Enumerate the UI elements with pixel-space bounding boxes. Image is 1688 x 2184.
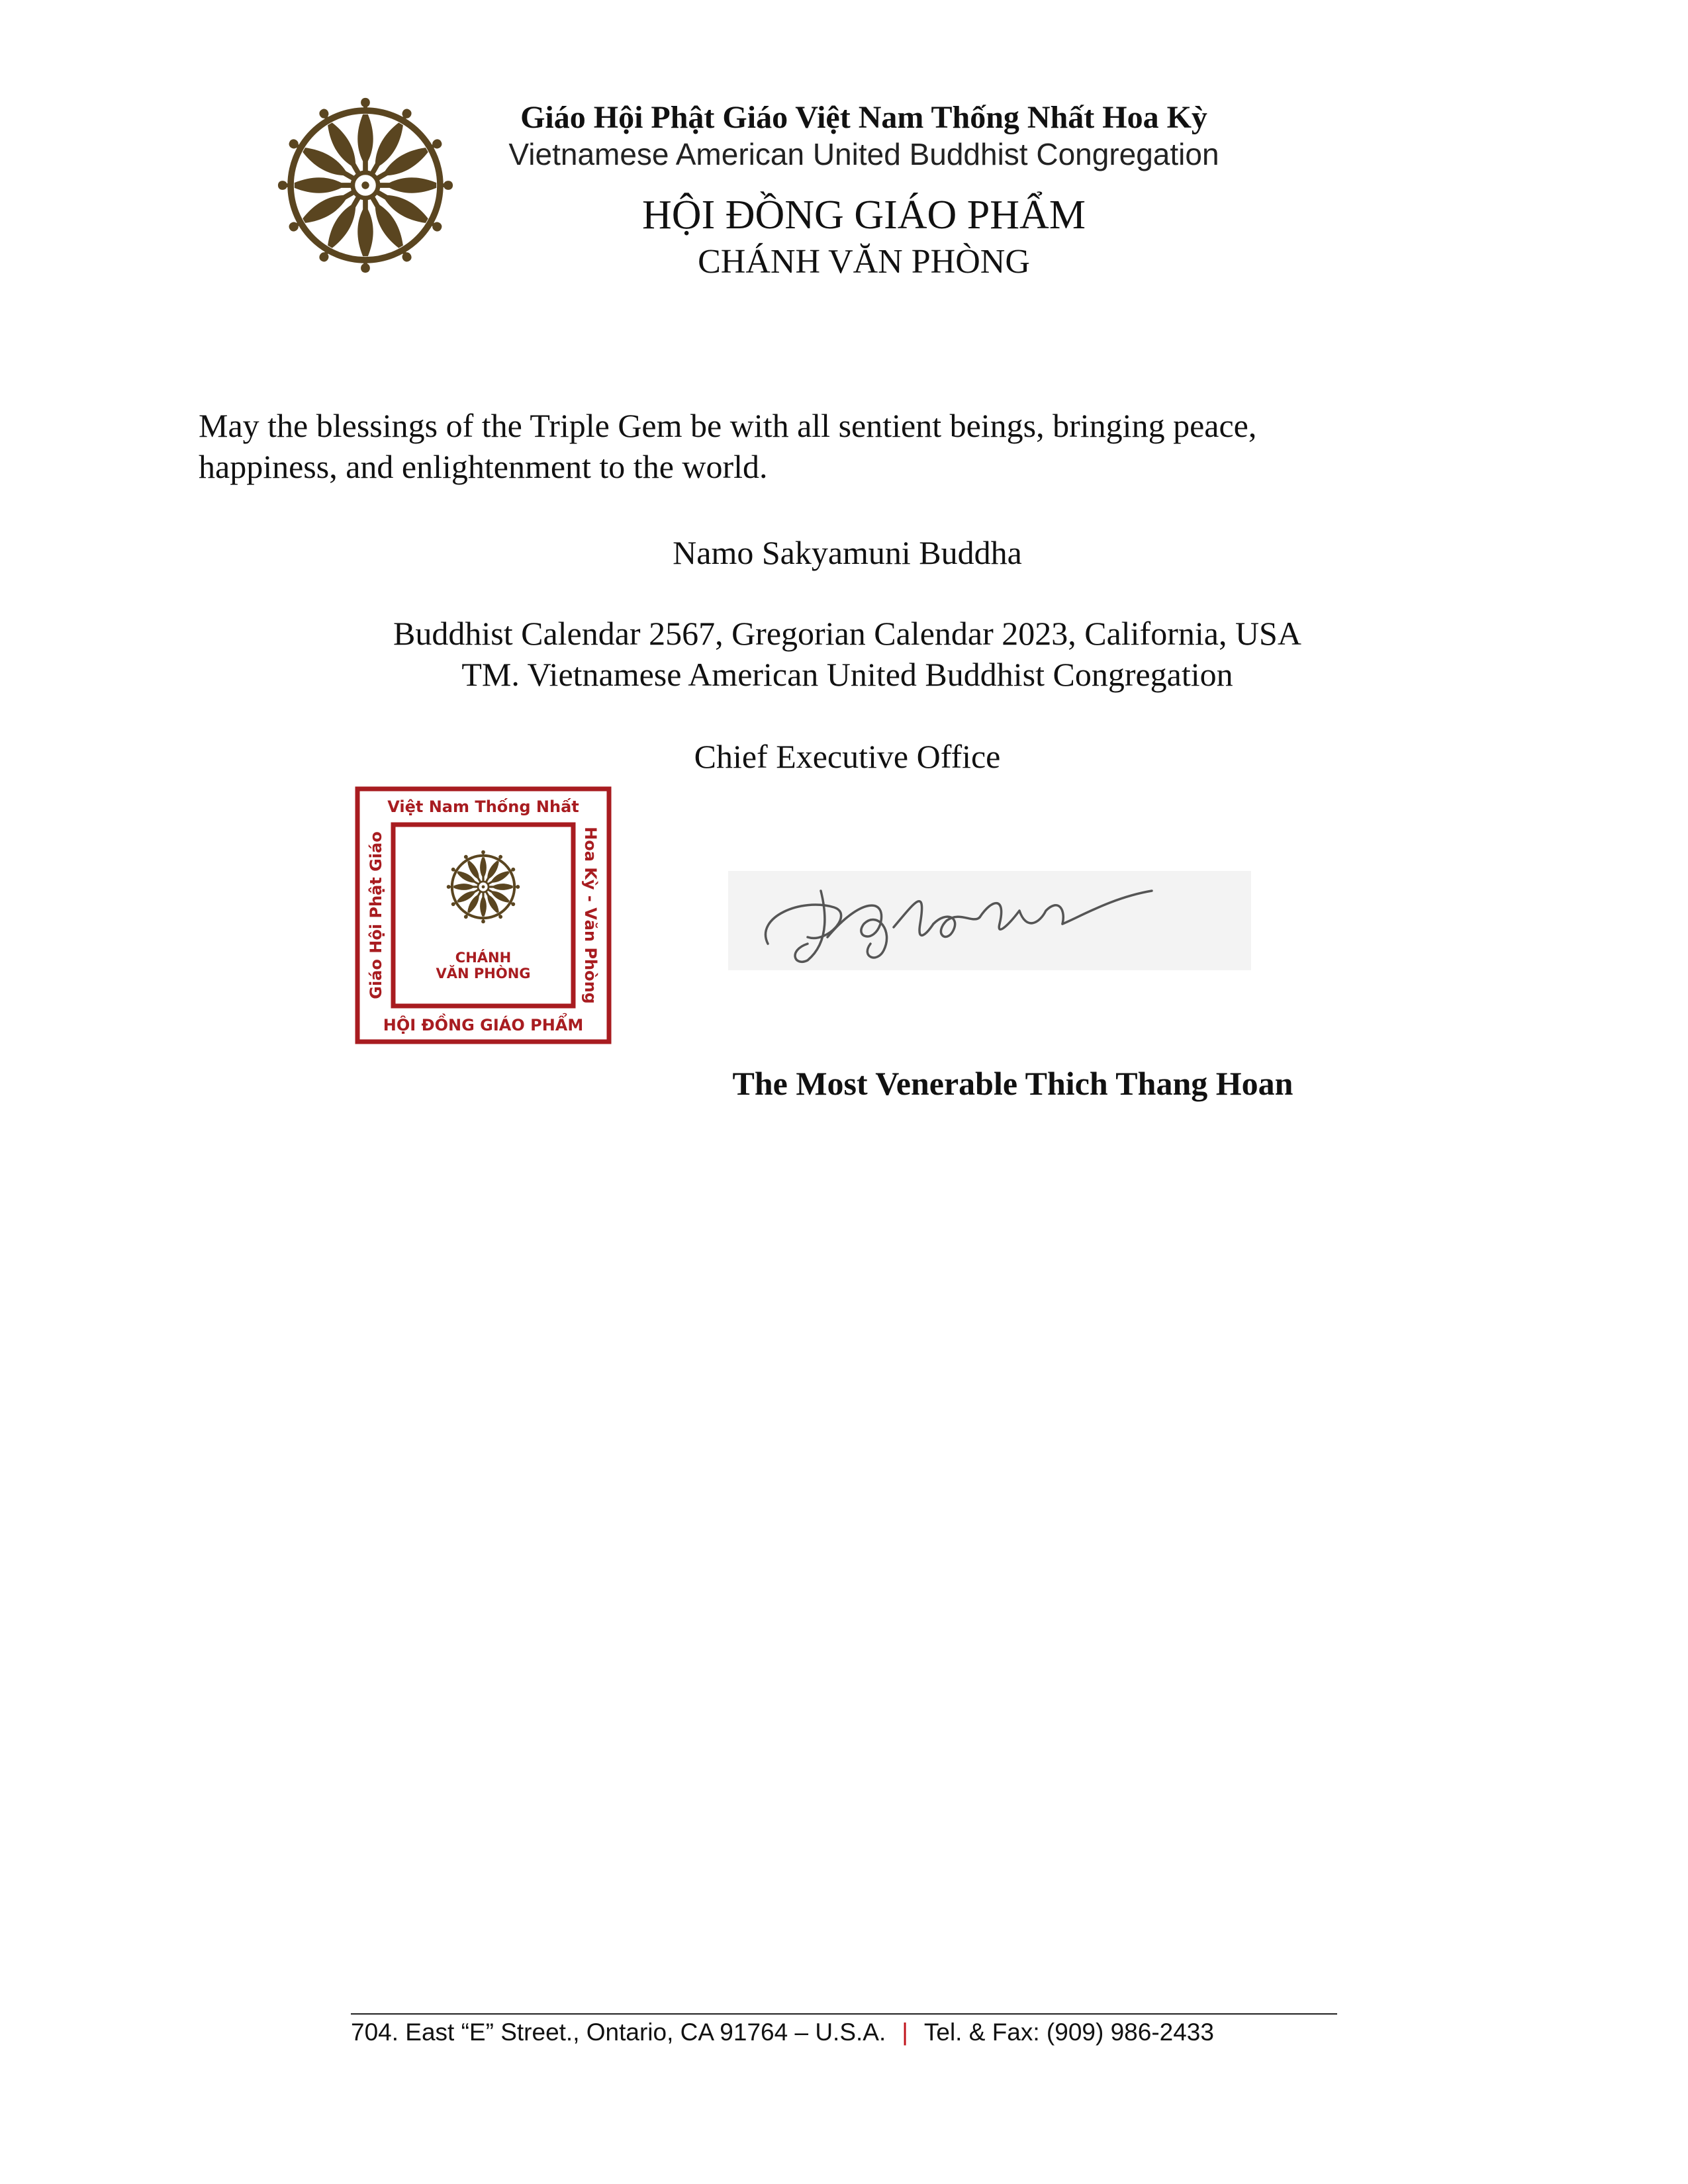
dharma-wheel-icon: [277, 97, 454, 274]
calendar-line: Buddhist Calendar 2567, Gregorian Calendar 2023, California, USA: [393, 615, 1301, 652]
organization-name-english: Vietnamese American United Buddhist Congregation: [508, 137, 1219, 171]
footer-contact: [351, 2019, 1214, 2046]
wheel-spoke: [357, 114, 373, 173]
wheel-spoke: [295, 177, 353, 193]
wheel-spoke: [357, 198, 373, 256]
wheel-spoke: [453, 884, 478, 890]
signer-name: The Most Venerable Thich Thang Hoan: [732, 1065, 1293, 1102]
seal-center-line2: VĂN PHÒNG: [436, 966, 531, 981]
salutation: Namo Sakyamuni Buddha: [673, 534, 1022, 571]
wheel-spoke: [480, 857, 487, 882]
seal-bottom-text: HỘI ĐỒNG GIÁO PHẨM: [383, 1016, 584, 1034]
wheel-spoke: [378, 177, 436, 193]
seal-center-line1: CHÁNH: [455, 950, 512, 966]
on-behalf-line: TM. Vietnamese American United Buddhist Congregation: [461, 656, 1233, 693]
seal-top-text: Việt Nam Thống Nhất: [387, 797, 579, 816]
footer-phone: Tel. & Fax: (909) 986-2433: [923, 2019, 1214, 2046]
official-seal: [355, 786, 612, 1044]
footer-address: 704. East “E” Street., Ontario, CA 91764 – U.S.A.: [351, 2019, 886, 2046]
blessing-paragraph: May the blessings of the Triple Gem be with all sentient beings, bringing peace, happiness, and enlightenment to the world.: [199, 407, 1257, 485]
organization-name-vietnamese: Giáo Hội Phật Giáo Việt Nam Thống Nhất Hoa Kỳ: [520, 100, 1207, 135]
office-heading: CHÁNH VĂN PHÒNG: [698, 243, 1030, 281]
footer-separator: |: [902, 2019, 908, 2046]
council-heading: HỘI ĐỒNG GIÁO PHẨM: [642, 193, 1086, 238]
seal-left-text: Giáo Hội Phật Giáo: [367, 831, 385, 999]
seal-right-text: Hoa Kỳ - Văn Phòng: [581, 827, 600, 1004]
wheel-spoke: [489, 884, 513, 890]
handwritten-signature: [728, 871, 1251, 970]
wheel-spoke: [480, 892, 487, 917]
seal-dharma-wheel-icon: [447, 850, 520, 923]
footer-divider: [351, 2013, 1337, 2015]
office-title: Chief Executive Office: [694, 738, 1001, 775]
